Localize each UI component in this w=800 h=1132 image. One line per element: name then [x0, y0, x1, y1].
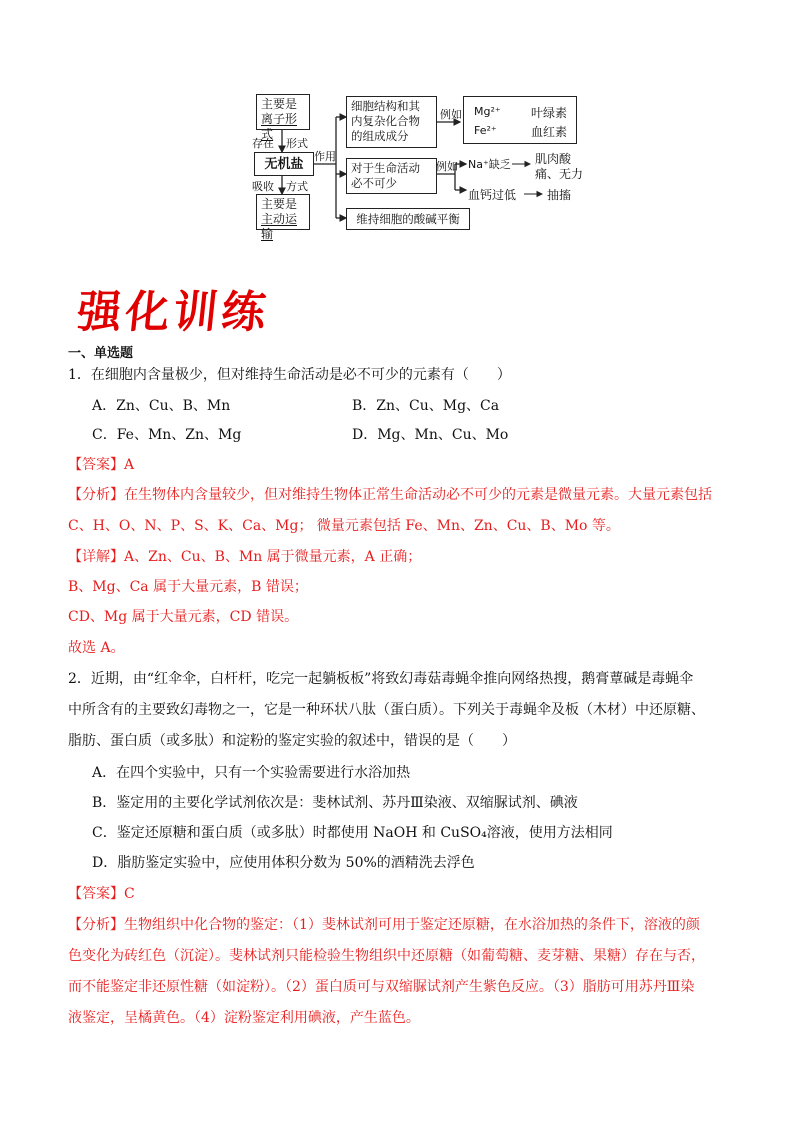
na-deficiency: Na⁺缺乏 — [468, 158, 511, 171]
na-result-2: 痛、无力 — [535, 167, 584, 181]
q1-detail-line4: 故选 A。 — [68, 640, 125, 656]
func1-line2: 内复杂化合物 — [351, 114, 420, 128]
link-exist: 存在 — [252, 137, 274, 150]
q2-stem-line1: 2．近期，由“红伞伞，白杆杆，吃完一起躺板板”将致幻毒菇毒蝇伞推向网络热搜，鹅膏蕈碱是毒蝇伞 — [68, 671, 694, 687]
mg-ion: Mg²⁺ — [474, 105, 501, 118]
ion-form-line2: 离子形式 — [261, 112, 298, 141]
q2-stem-line3: 脂肪、蛋白质（或多肽）和淀粉的鉴定实验的叙述中，错误的是（ ） — [68, 733, 516, 749]
active-transport-line1: 主要是 — [261, 197, 298, 211]
ion-form-box — [256, 94, 310, 141]
section-title: 强化训练 — [74, 287, 273, 338]
section-heading: 一、单选题 — [68, 346, 134, 361]
concept-diagram — [250, 92, 620, 241]
q1-detail-line3: CD、Mg 属于大量元素，CD 错误。 — [68, 609, 299, 625]
func1-line1: 细胞结构和其 — [351, 99, 420, 113]
q1-detail-line2: B、Mg、Ca 属于大量元素，B 错误； — [68, 579, 308, 595]
q1-option-d: D．Mg、Mn、Cu、Mo — [352, 427, 509, 443]
function-life-box — [346, 158, 437, 194]
fe-ion: Fe²⁺ — [474, 124, 497, 137]
func2-line1: 对于生命活动 — [351, 161, 420, 175]
active-transport-line2: 主动运输 — [261, 212, 298, 241]
na-result-1: 肌肉酸 — [535, 152, 572, 166]
example-label-1: 例如 — [440, 108, 462, 121]
q2-option-a: A．在四个实验中，只有一个实验需要进行水浴加热 — [92, 765, 411, 781]
q1-analysis-line1: 【分析】在生物体内含量较少，但对维持生物体正常生命活动必不可少的元素是微量元素。大量元素包括 — [68, 487, 712, 503]
q2-analysis-line2: 色变化为砖红色（沉淀）。斐林试剂只能检验生物组织中还原糖（如葡萄糖、麦芽糖、果糖）存在与否， — [68, 948, 705, 964]
q2-option-d: D．脂肪鉴定实验中，应使用体积分数为 50%的酒精洗去浮色 — [92, 855, 475, 871]
fe-result: 血红素 — [531, 125, 568, 139]
func1-line3: 的组成成分 — [351, 129, 409, 143]
mg-result: 叶绿素 — [531, 106, 568, 120]
ca-low: 血钙过低 — [468, 188, 517, 202]
function-acid-base-box: 维持细胞的酸碱平衡 — [346, 208, 470, 230]
q2-analysis-line1: 【分析】生物组织中化合物的鉴定：（1）斐林试剂可用于鉴定还原糖，在水浴加热的条件下，溶液的颜 — [68, 917, 700, 933]
inorganic-salt-box: 无机盐 — [254, 152, 314, 176]
q2-stem-line2: 中所含有的主要致幻毒物之一，它是一种环状八肽（蛋白质）。下列关于毒蝇伞及板（木材）中还原糖、 — [68, 702, 705, 718]
q2-analysis-line4: 液鉴定，呈橘黄色。（4）淀粉鉴定利用碘液，产生蓝色。 — [68, 1010, 420, 1026]
active-transport-box — [256, 194, 310, 241]
q1-analysis-line2: C、H、O、N、P、S、K、Ca、Mg； 微量元素包括 Fe、Mn、Zn、Cu、B、Mo 等。 — [68, 518, 620, 534]
q1-option-c: C．Fe、Mn、Zn、Mg — [92, 427, 242, 443]
ion-form-line1: 主要是 — [261, 97, 298, 111]
q2-analysis-line3: 而不能鉴定非还原性糖（如淀粉）。（2）蛋白质可与双缩脲试剂产生紫色反应。（3）脂肪可用苏丹Ⅲ染 — [68, 979, 695, 995]
link-absorb: 吸收 — [252, 180, 274, 193]
link-form: 形式 — [286, 137, 308, 150]
q2-option-c: C．鉴定还原糖和蛋白质（或多肽）时都使用 NaOH 和 CuSO₄溶液，使用方法相同 — [92, 825, 613, 841]
q1-answer: 【答案】A — [68, 457, 135, 473]
q1-option-a: A．Zn、Cu、B、Mn — [92, 398, 231, 414]
ca-result: 抽搐 — [547, 188, 572, 202]
function-structure-box — [346, 96, 437, 148]
q2-answer: 【答案】C — [68, 886, 135, 902]
func2-line2: 必不可少 — [351, 176, 397, 190]
link-method: 方式 — [286, 180, 308, 193]
q2-option-b: B．鉴定用的主要化学试剂依次是：斐林试剂、苏丹Ⅲ染液、双缩脲试剂、碘液 — [92, 795, 578, 811]
q1-option-b: B．Zn、Cu、Mg、Ca — [352, 398, 500, 414]
q1-detail-line1: 【详解】A、Zn、Cu、B、Mn 属于微量元素，A 正确； — [68, 549, 422, 565]
action-label: 作用 — [314, 150, 336, 163]
example-label-2: 例如 — [436, 160, 458, 173]
q1-stem: 1．在细胞内含量极少，但对维持生命活动是必不可少的元素有（ ） — [68, 367, 511, 383]
